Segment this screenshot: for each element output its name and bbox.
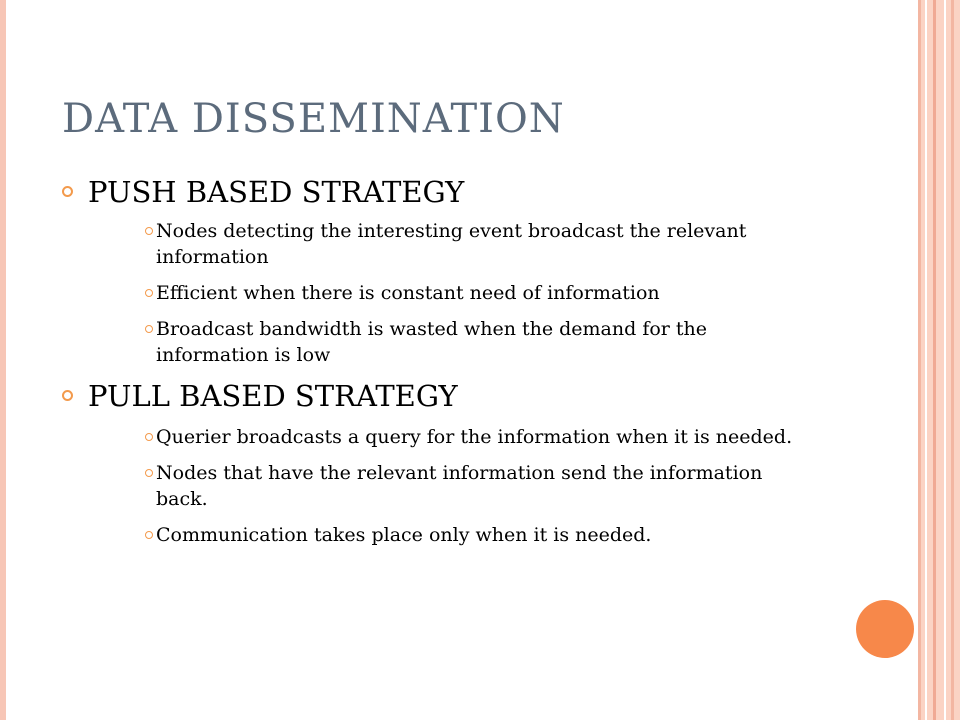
list-item-text: Nodes that have the relevant information send the information back. (156, 462, 763, 510)
decorative-stripe (944, 0, 946, 720)
ring-bullet-icon (145, 433, 153, 441)
ring-bullet-icon (62, 186, 73, 197)
decorative-stripe (951, 0, 954, 720)
ring-bullet-icon (145, 227, 153, 235)
section-heading-push (60, 172, 860, 212)
section-heading-text: PUSH BASED STRATEGY (88, 175, 465, 209)
list-item (156, 522, 806, 548)
list-item-text: Communication takes place only when it is needed. (156, 524, 652, 546)
list-item-text: Broadcast bandwidth is wasted when the demand for the information is low (156, 318, 708, 366)
slide-content (60, 172, 860, 548)
list-item (156, 316, 806, 368)
list-item (156, 218, 806, 270)
list-item (156, 280, 806, 306)
ring-bullet-icon (145, 469, 153, 477)
list-item (156, 460, 806, 512)
list-item-text: Querier broadcasts a query for the information when it is needed. (156, 426, 793, 448)
decorative-stripe (925, 0, 927, 720)
decorative-stripe (933, 0, 936, 720)
ring-bullet-icon (145, 325, 153, 333)
ring-bullet-icon (145, 531, 153, 539)
section-heading-text: PULL BASED STRATEGY (88, 379, 458, 413)
list-item-text: Nodes detecting the interesting event broadcast the relevant information (156, 220, 747, 268)
ring-bullet-icon (145, 289, 153, 297)
slide-title: DATA DISSEMINATION (62, 96, 565, 142)
left-border (0, 0, 6, 720)
decorative-stripe (918, 0, 921, 720)
decorative-circle (856, 600, 914, 658)
list-item-text: Efficient when there is constant need of information (156, 282, 660, 304)
ring-bullet-icon (62, 390, 73, 401)
list-item (156, 424, 806, 450)
section-heading-pull (60, 376, 860, 416)
